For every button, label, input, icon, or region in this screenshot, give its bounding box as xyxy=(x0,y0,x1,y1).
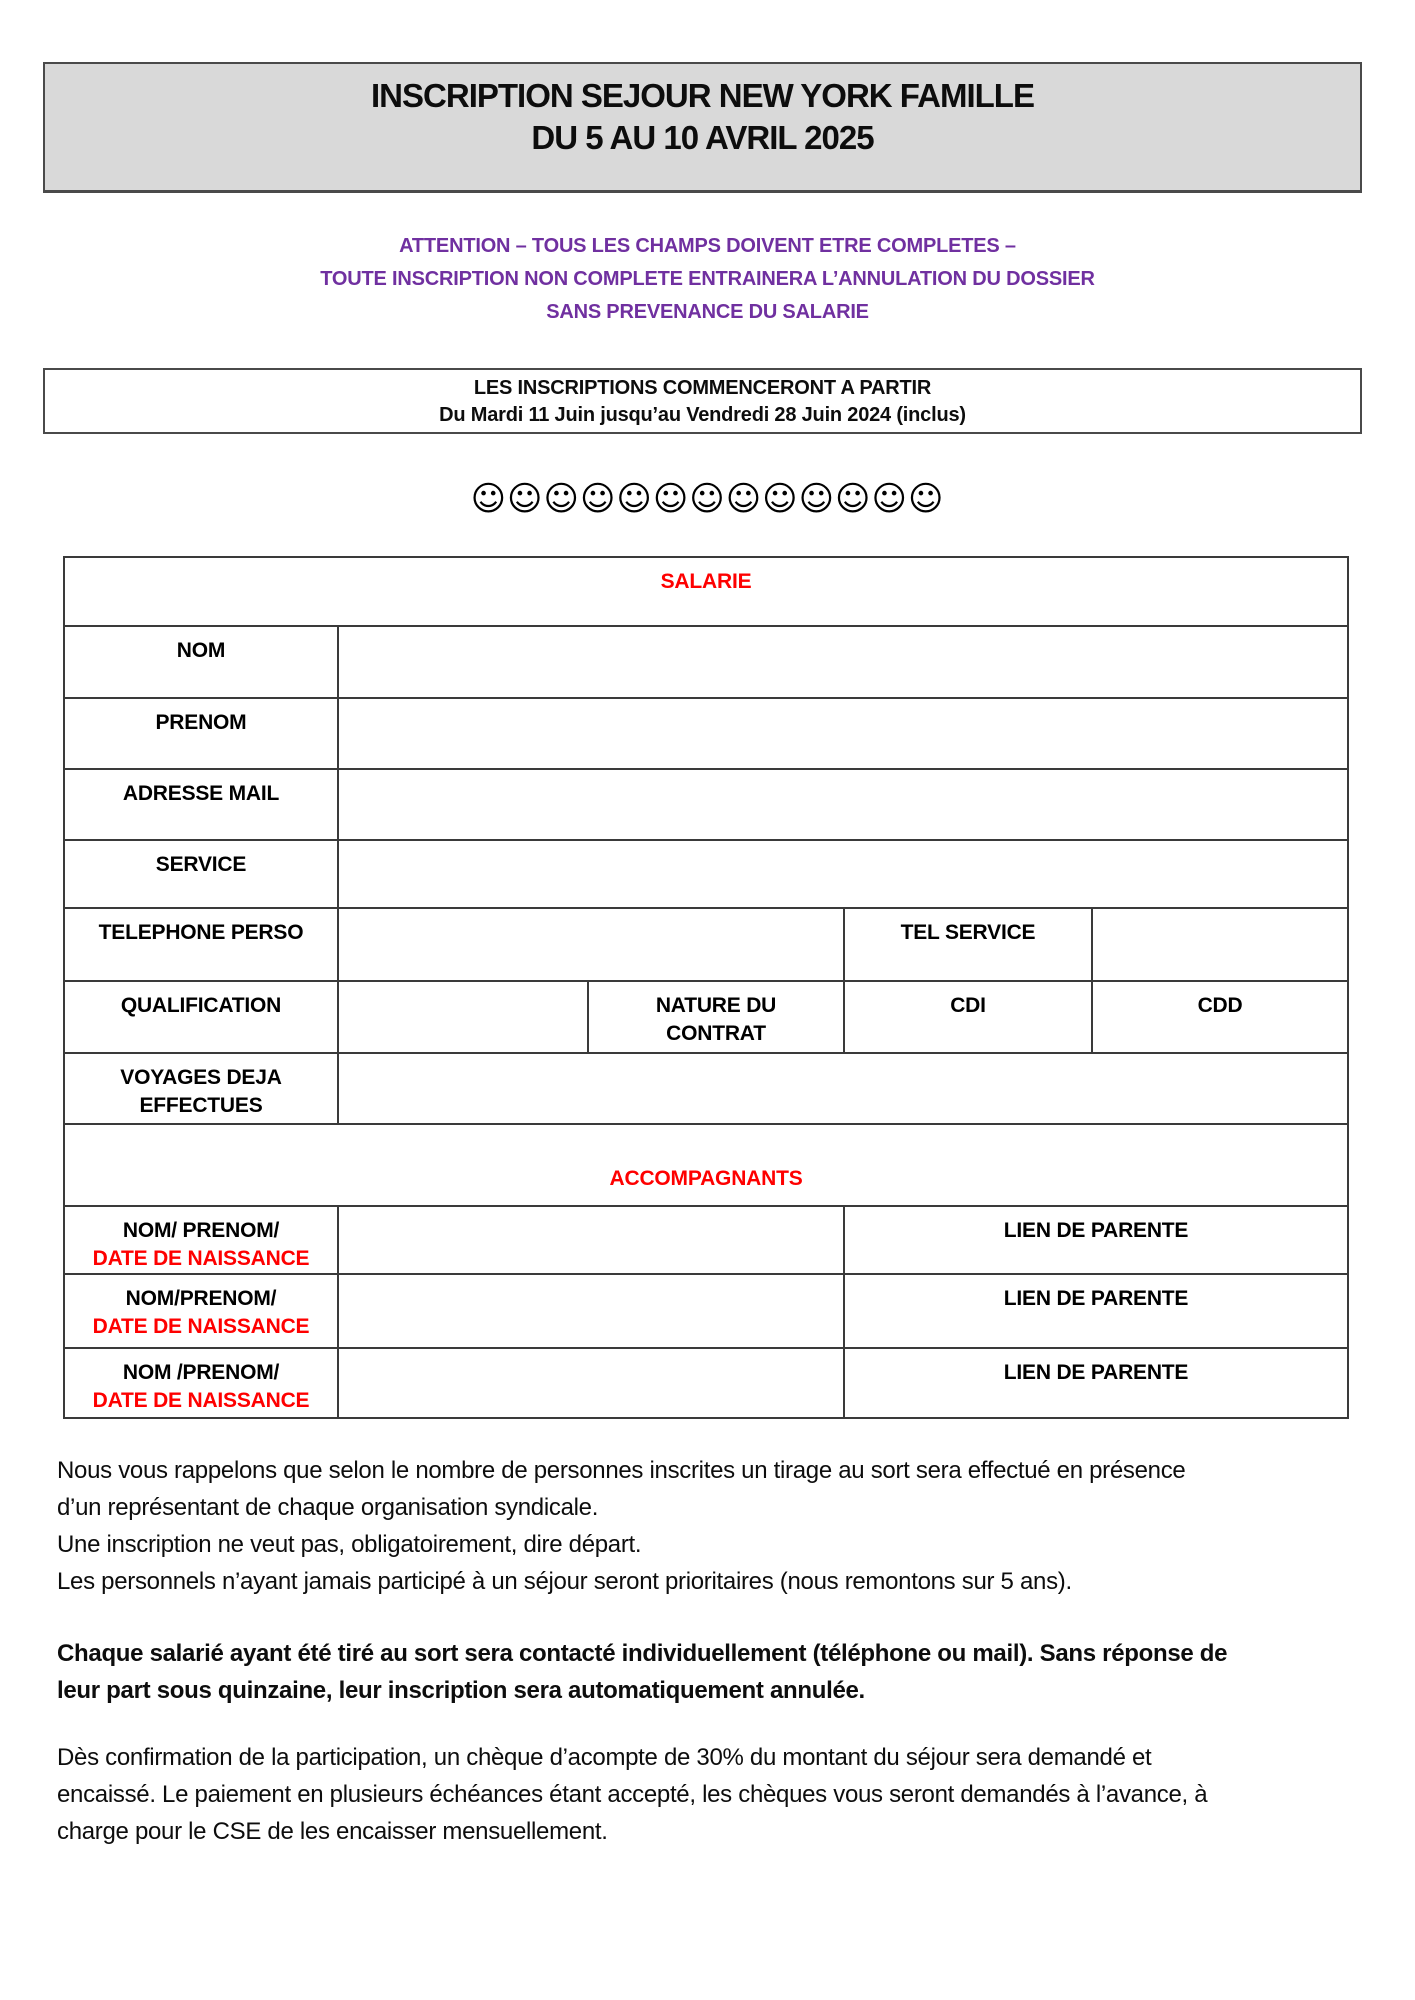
paragraph-line: Une inscription ne veut pas, obligatoirement, dire départ. xyxy=(57,1531,642,1558)
accompagnant2-lien-label[interactable]: LIEN DE PARENTE xyxy=(844,1274,1348,1348)
paragraph-line: encaissé. Le paiement en plusieurs échéances étant accepté, les chèques vous seront demandés à l’avance, à xyxy=(57,1781,1208,1808)
smiley-faces-row: ☺☺☺☺☺☺☺☺☺☺☺☺☺ xyxy=(470,479,945,519)
accompagnant1-input-cell[interactable] xyxy=(338,1206,844,1274)
qualification-label: QUALIFICATION xyxy=(64,981,338,1053)
adresse-mail-input-cell[interactable] xyxy=(338,769,1348,840)
prenom-input-cell[interactable] xyxy=(338,698,1348,769)
tel-service-input-cell[interactable] xyxy=(1092,908,1348,981)
tel-service-label: TEL SERVICE xyxy=(844,908,1092,981)
adresse-mail-label: ADRESSE MAIL xyxy=(64,769,338,840)
registration-period-line1: LES INSCRIPTIONS COMMENCERONT A PARTIR xyxy=(473,377,932,399)
accompagnant3-input-cell[interactable] xyxy=(338,1348,844,1418)
voyages-label: VOYAGES DEJA EFFECTUES xyxy=(64,1053,338,1124)
salarie-section-title: SALARIE xyxy=(64,557,1348,626)
telephone-perso-label: TELEPHONE PERSO xyxy=(64,908,338,981)
paragraph-tirage-au-sort xyxy=(57,1452,1367,1600)
paragraph-line: Les personnels n’ayant jamais participé à un séjour seront prioritaires (nous remontons sur 5 ans). xyxy=(57,1568,1072,1595)
cdd-label[interactable]: CDD xyxy=(1092,981,1348,1053)
registration-period-box xyxy=(43,368,1362,434)
qualification-input-cell[interactable] xyxy=(338,981,588,1053)
paragraph-line: Chaque salarié ayant été tiré au sort sera contacté individuellement (téléphone ou mail). Sans réponse de xyxy=(57,1640,1228,1667)
paragraph-contact-individuel xyxy=(57,1635,1367,1709)
voyages-input-cell[interactable] xyxy=(338,1053,1348,1124)
paragraph-acompte xyxy=(57,1739,1367,1850)
paragraph-line: Dès confirmation de la participation, un chèque d’acompte de 30% du montant du séjour sera demandé et xyxy=(57,1744,1152,1771)
registration-table xyxy=(63,556,1349,1419)
accompagnant2-input-cell[interactable] xyxy=(338,1274,844,1348)
accompagnant3-name-label: NOM /PRENOM/ DATE DE NAISSANCE xyxy=(64,1348,338,1418)
nom-label: NOM xyxy=(64,626,338,698)
paragraph-line: Nous vous rappelons que selon le nombre de personnes inscrites un tirage au sort sera effectué en présence xyxy=(57,1457,1186,1484)
accompagnant1-lien-label[interactable]: LIEN DE PARENTE xyxy=(844,1206,1348,1274)
service-label: SERVICE xyxy=(64,840,338,908)
document-title-line2: DU 5 AU 10 AVRIL 2025 xyxy=(531,119,874,156)
document-title-banner xyxy=(43,62,1362,193)
paragraph-line: leur part sous quinzaine, leur inscription sera automatiquement annulée. xyxy=(57,1677,865,1704)
paragraph-line: charge pour le CSE de les encaisser mensuellement. xyxy=(57,1818,608,1845)
prenom-label: PRENOM xyxy=(64,698,338,769)
warning-line3: SANS PREVENANCE DU SALARIE xyxy=(546,301,869,323)
nature-du-contrat-label: NATURE DU CONTRAT xyxy=(588,981,844,1053)
warning-line2: TOUTE INSCRIPTION NON COMPLETE ENTRAINERA L’ANNULATION DU DOSSIER xyxy=(320,268,1095,290)
accompagnant1-name-label: NOM/ PRENOM/ DATE DE NAISSANCE xyxy=(64,1206,338,1274)
accompagnant3-lien-label[interactable]: LIEN DE PARENTE xyxy=(844,1348,1348,1418)
service-input-cell[interactable] xyxy=(338,840,1348,908)
warning-line1: ATTENTION – TOUS LES CHAMPS DOIVENT ETRE COMPLETES – xyxy=(399,235,1016,257)
attention-warning xyxy=(0,230,1415,329)
accompagnants-section-title: ACCOMPAGNANTS xyxy=(64,1124,1348,1206)
accompagnant2-name-label: NOM/PRENOM/ DATE DE NAISSANCE xyxy=(64,1274,338,1348)
paragraph-line: d’un représentant de chaque organisation syndicale. xyxy=(57,1494,599,1521)
registration-period-line2: Du Mardi 11 Juin jusqu’au Vendredi 28 Juin 2024 (inclus) xyxy=(439,404,966,426)
cdi-label[interactable]: CDI xyxy=(844,981,1092,1053)
telephone-perso-input-cell[interactable] xyxy=(338,908,844,981)
nom-input-cell[interactable] xyxy=(338,626,1348,698)
document-title-line1: INSCRIPTION SEJOUR NEW YORK FAMILLE xyxy=(371,77,1034,114)
